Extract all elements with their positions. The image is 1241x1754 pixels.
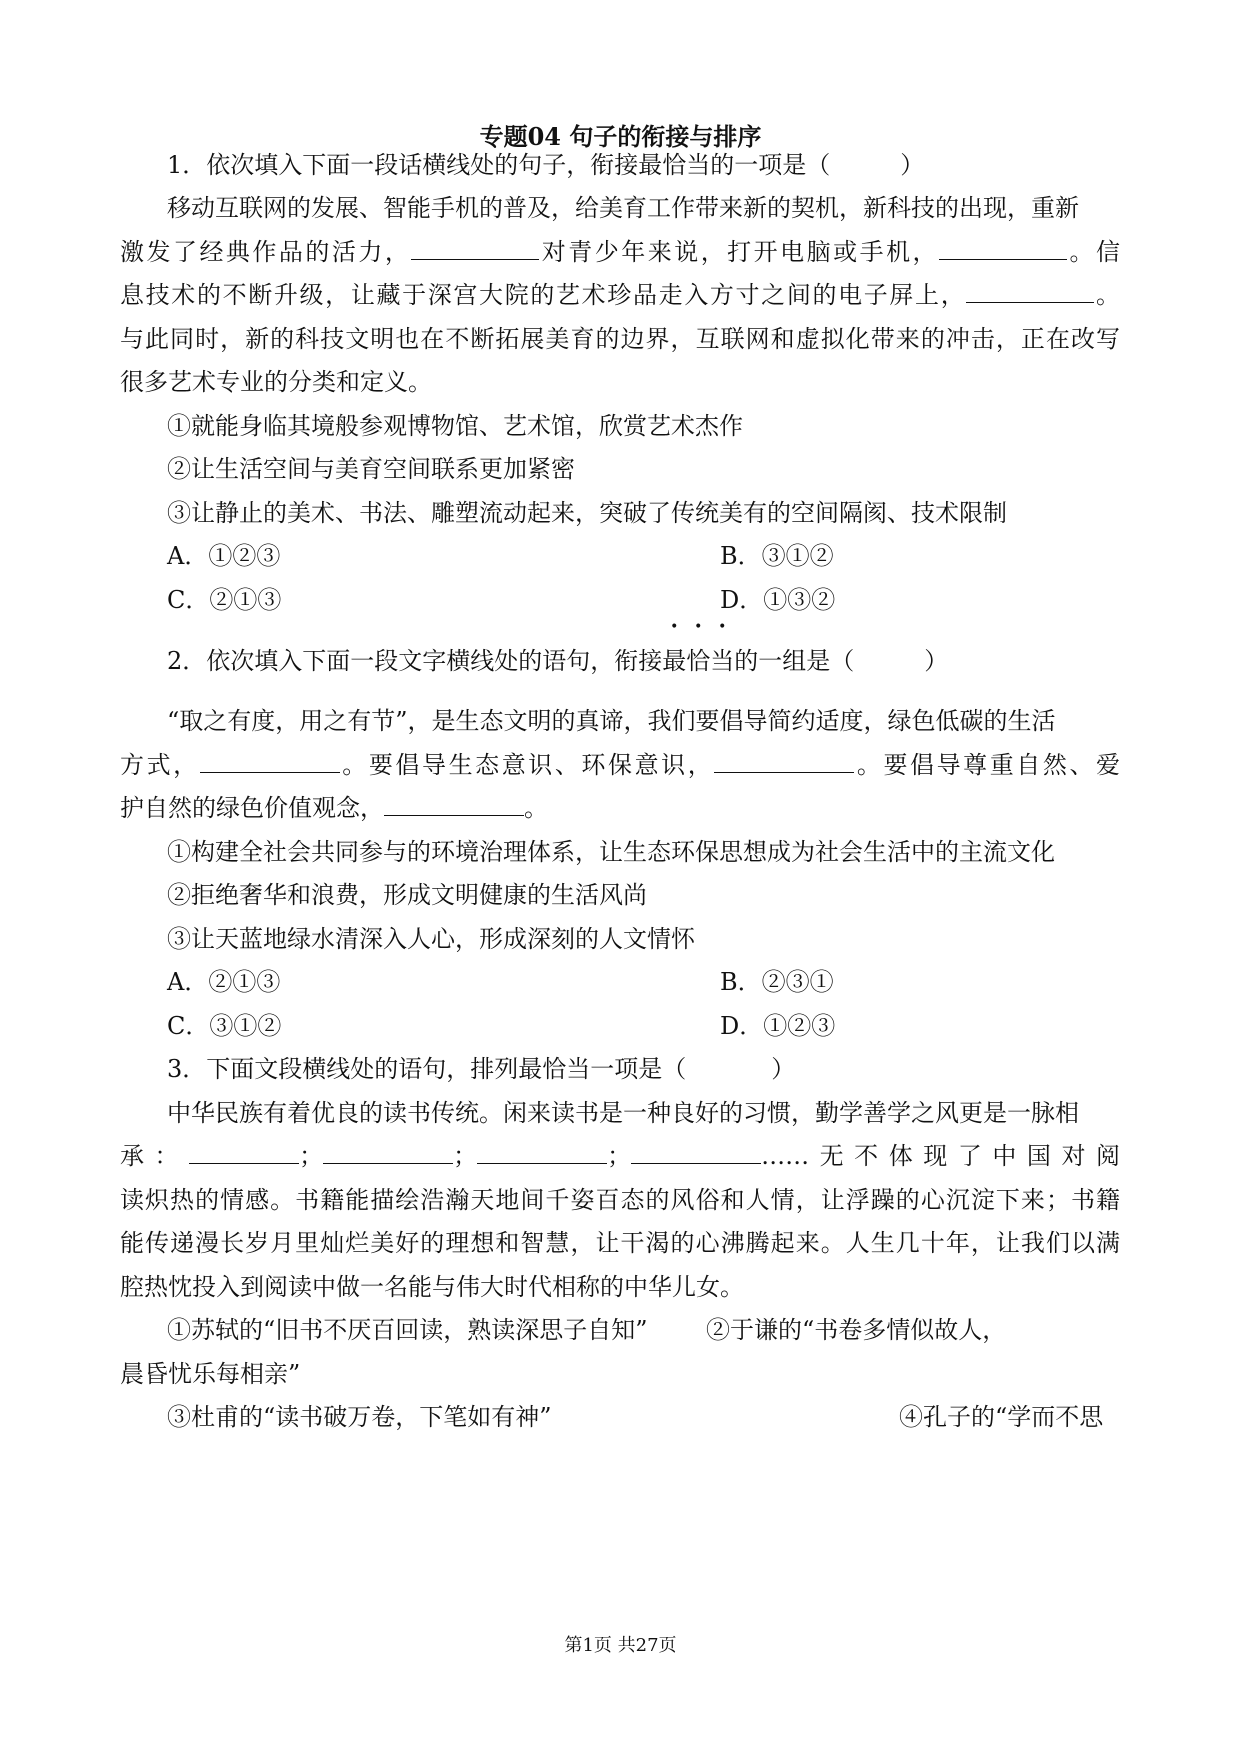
q3-stem: 3．下面文段横线处的语句，排列最恰当一项是（ ） (167, 1055, 796, 1083)
q1-item-3: ③让静止的美术、书法、雕塑流动起来，突破了传统美有的空间隔阂、技术限制 (167, 499, 1007, 527)
q2-option-b[interactable]: B．②③① (720, 968, 834, 996)
q3-item-1: ①苏轼的“旧书不厌百回读，熟读深思子自知” (167, 1316, 648, 1344)
answer-blank[interactable] (631, 1141, 761, 1164)
q2-item-3: ③让天蓝地绿水清深入人心，形成深刻的人文情怀 (167, 925, 695, 953)
q3-item-3: ③杜甫的“读书破万卷，下笔如有神” (167, 1403, 552, 1431)
answer-blank[interactable] (323, 1141, 453, 1164)
q1-para-line: 与此同时，新的科技文明也在不断拓展美育的边界，互联网和虚拟化带来的冲击，正在改写 (120, 325, 1120, 353)
q2-options-row (167, 965, 1120, 999)
q1-para-line: 息技术的不断升级，让藏于深宫大院的艺术珍品走入方寸之间的电子屏上， 。 (120, 281, 1121, 309)
answer-blank[interactable] (200, 750, 340, 773)
q3-para-line: 能传递漫长岁月里灿烂美好的理想和智慧，让干渴的心沸腾起来。人生几十年，让我们以满 (120, 1229, 1120, 1257)
q2-item-2: ②拒绝奢华和浪费，形成文明健康的生活风尚 (167, 881, 647, 909)
q3-para-line: 腔热忱投入到阅读中做一名能与伟大时代相称的中华儿女。 (120, 1273, 744, 1301)
page-footer: 第1页 共27页 (564, 1635, 677, 1656)
q1-item-1: ①就能身临其境般参观博物馆、艺术馆，欣赏艺术杰作 (167, 412, 743, 440)
q1-para-line: 很多艺术专业的分类和定义。 (120, 368, 432, 396)
q1-para-line: 激发了经典作品的活力， 对青少年来说，打开电脑或手机， 。信 (120, 238, 1121, 266)
q3-para-line: 读炽热的情感。书籍能描绘浩瀚天地间千姿百态的风俗和人情，让浮躁的心沉淀下来；书籍 (120, 1186, 1120, 1214)
emphasis-char: 最 (662, 647, 687, 675)
emphasis-char: 当 (710, 647, 735, 675)
q1-options-row (167, 583, 1120, 617)
q3-item-2-cont: 晨昏忧乐每相亲” (120, 1360, 301, 1388)
answer-blank[interactable] (939, 237, 1067, 260)
q1-option-a[interactable]: A．①②③ (167, 542, 281, 570)
q3-items-row (167, 1400, 1120, 1434)
answer-blank[interactable] (384, 793, 524, 816)
q2-option-d[interactable]: D．①②③ (720, 1012, 836, 1040)
q2-item-1: ①构建全社会共同参与的环境治理体系，让生态环保思想成为社会生活中的主流文化 (167, 838, 1055, 866)
answer-blank[interactable] (477, 1141, 607, 1164)
q2-stem: 2．依次填入下面一段文字横线处的语句，衔接最恰当的一组是（ ） (167, 644, 1120, 678)
q2-para-line: “取之有度，用之有节”，是生态文明的真谛，我们要倡导简约适度，绿色低碳的生活 (167, 707, 1056, 735)
q2-option-a[interactable]: A．②①③ (167, 968, 281, 996)
q3-item-2: ②于谦的“书卷多情似故人， (706, 1316, 1007, 1344)
q1-stem: 1．依次填入下面一段话横线处的句子，衔接最恰当的一项是（ ） (167, 151, 925, 179)
q2-option-c[interactable]: C．③①② (167, 1012, 282, 1040)
document-title: 专题04 句子的衔接与排序 (479, 122, 762, 151)
q1-para-line: 移动互联网的发展、智能手机的普及，给美育工作带来新的契机，新科技的出现，重新 (167, 194, 1079, 222)
emphasis-char: 恰 (686, 647, 711, 675)
answer-blank[interactable] (966, 280, 1094, 303)
q2-para-line: 方式， 。要倡导生态意识、环保意识， 。要倡导尊重自然、爱 (120, 751, 1121, 779)
q3-items-row (167, 1313, 1120, 1347)
q3-para-line: 承： ； ； ； ……无不体现了中国对阅 (120, 1142, 1121, 1170)
q1-item-2: ②让生活空间与美育空间联系更加紧密 (167, 455, 575, 483)
q3-item-4: ④孔子的“学而不思 (899, 1403, 1104, 1431)
answer-blank[interactable] (411, 237, 539, 260)
q2-para-line: 护自然的绿色价值观念， 。 (120, 794, 548, 822)
q1-options-row (167, 539, 1120, 573)
q3-para-line: 中华民族有着优良的读书传统。闲来读书是一种良好的习惯，勤学善学之风更是一脉相 (167, 1099, 1079, 1127)
q1-option-b[interactable]: B．③①② (720, 542, 834, 570)
q1-option-d[interactable]: D．①③② (720, 586, 836, 614)
answer-blank[interactable] (189, 1141, 299, 1164)
q1-option-c[interactable]: C．②①③ (167, 586, 282, 614)
answer-blank[interactable] (714, 750, 854, 773)
q2-options-row (167, 1009, 1120, 1043)
